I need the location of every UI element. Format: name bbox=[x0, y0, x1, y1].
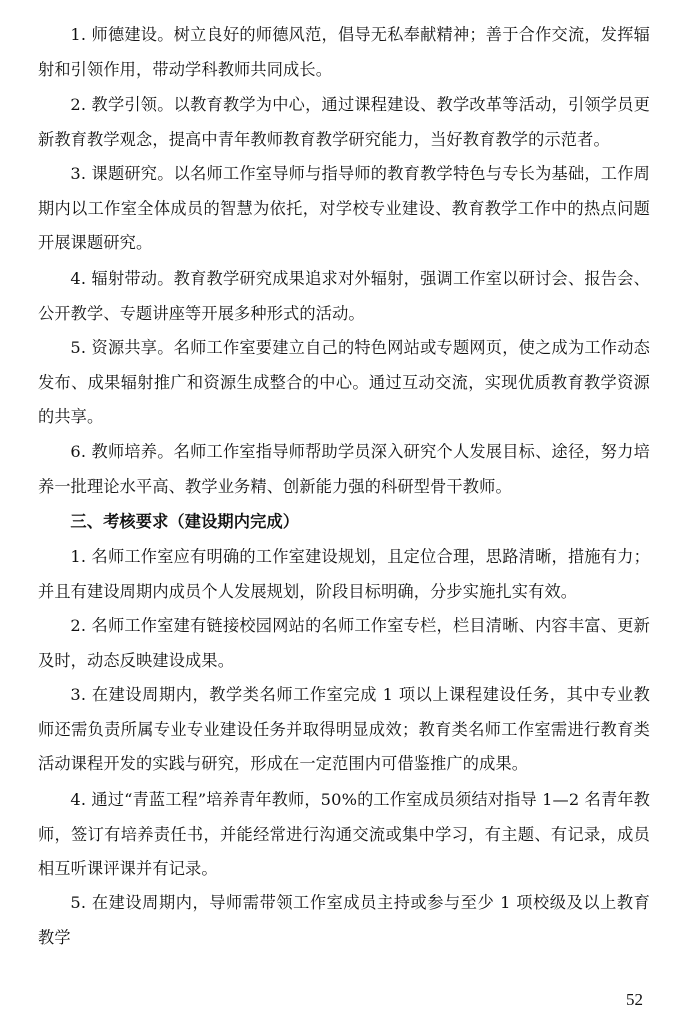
page-number: 52 bbox=[626, 990, 643, 1009]
paragraph-teaching-lead: 2. 教学引领。以教育教学为中心，通过课程建设、教学改革等活动，引领学员更新教育教学观念，提高中青年教师教育教学研究能力，当好教育教学的示范者。 bbox=[38, 95, 650, 149]
requirement-5: 5. 在建设周期内，导师需带领工作室成员主持或参与至少 1 项校级及以上教育教学 bbox=[38, 893, 650, 947]
paragraph-teacher-training: 6. 教师培养。名师工作室指导师帮助学员深入研究个人发展目标、途径，努力培养一批理论水平高、教学业务精、创新能力强的科研型骨干教师。 bbox=[38, 442, 650, 496]
requirement-3: 3. 在建设周期内，教学类名师工作室完成 1 项以上课程建设任务，其中专业教师还需负责所属专业专业建设任务并取得明显成效；教育类名师工作室需进行教育类活动课程开发的实践与研究，形成在一定范围内可借鉴推广的成果。 bbox=[38, 685, 650, 773]
requirement-4: 4. 通过“青蓝工程”培养青年教师，50%的工作室成员须结对指导 1—2 名青年教师，签订有培养责任书，并能经常进行沟通交流或集中学习，有主题、有记录，成员相互听课评课并有记录。 bbox=[38, 790, 650, 878]
paragraph-resource-sharing: 5. 资源共享。名师工作室要建立自己的特色网站或专题网页，使之成为工作动态发布、成果辐射推广和资源生成整合的中心。通过互动交流，实现优质教育教学资源的共享。 bbox=[38, 338, 650, 426]
requirement-1: 1. 名师工作室应有明确的工作室建设规划，且定位合理，思路清晰，措施有力；并且有建设周期内成员个人发展规划，阶段目标明确，分步实施扎实有效。 bbox=[38, 547, 650, 601]
paragraph-radiation: 4. 辐射带动。教育教学研究成果追求对外辐射，强调工作室以研讨会、报告会、公开教学、专题讲座等开展多种形式的活动。 bbox=[38, 269, 650, 323]
requirement-2: 2. 名师工作室建有链接校园网站的名师工作室专栏，栏目清晰、内容丰富、更新及时，动态反映建设成果。 bbox=[38, 616, 650, 670]
section-heading: 三、考核要求（建设期内完成） bbox=[70, 512, 300, 531]
paragraph-research: 3. 课题研究。以名师工作室导师与指导师的教育教学特色与专长为基础，工作周期内以工作室全体成员的智慧为依托，对学校专业建设、教育教学工作中的热点问题开展课题研究。 bbox=[38, 164, 650, 252]
paragraph-ethics: 1. 师德建设。树立良好的师德风范，倡导无私奉献精神；善于合作交流，发挥辐射和引领作用，带动学科教师共同成长。 bbox=[38, 25, 650, 79]
